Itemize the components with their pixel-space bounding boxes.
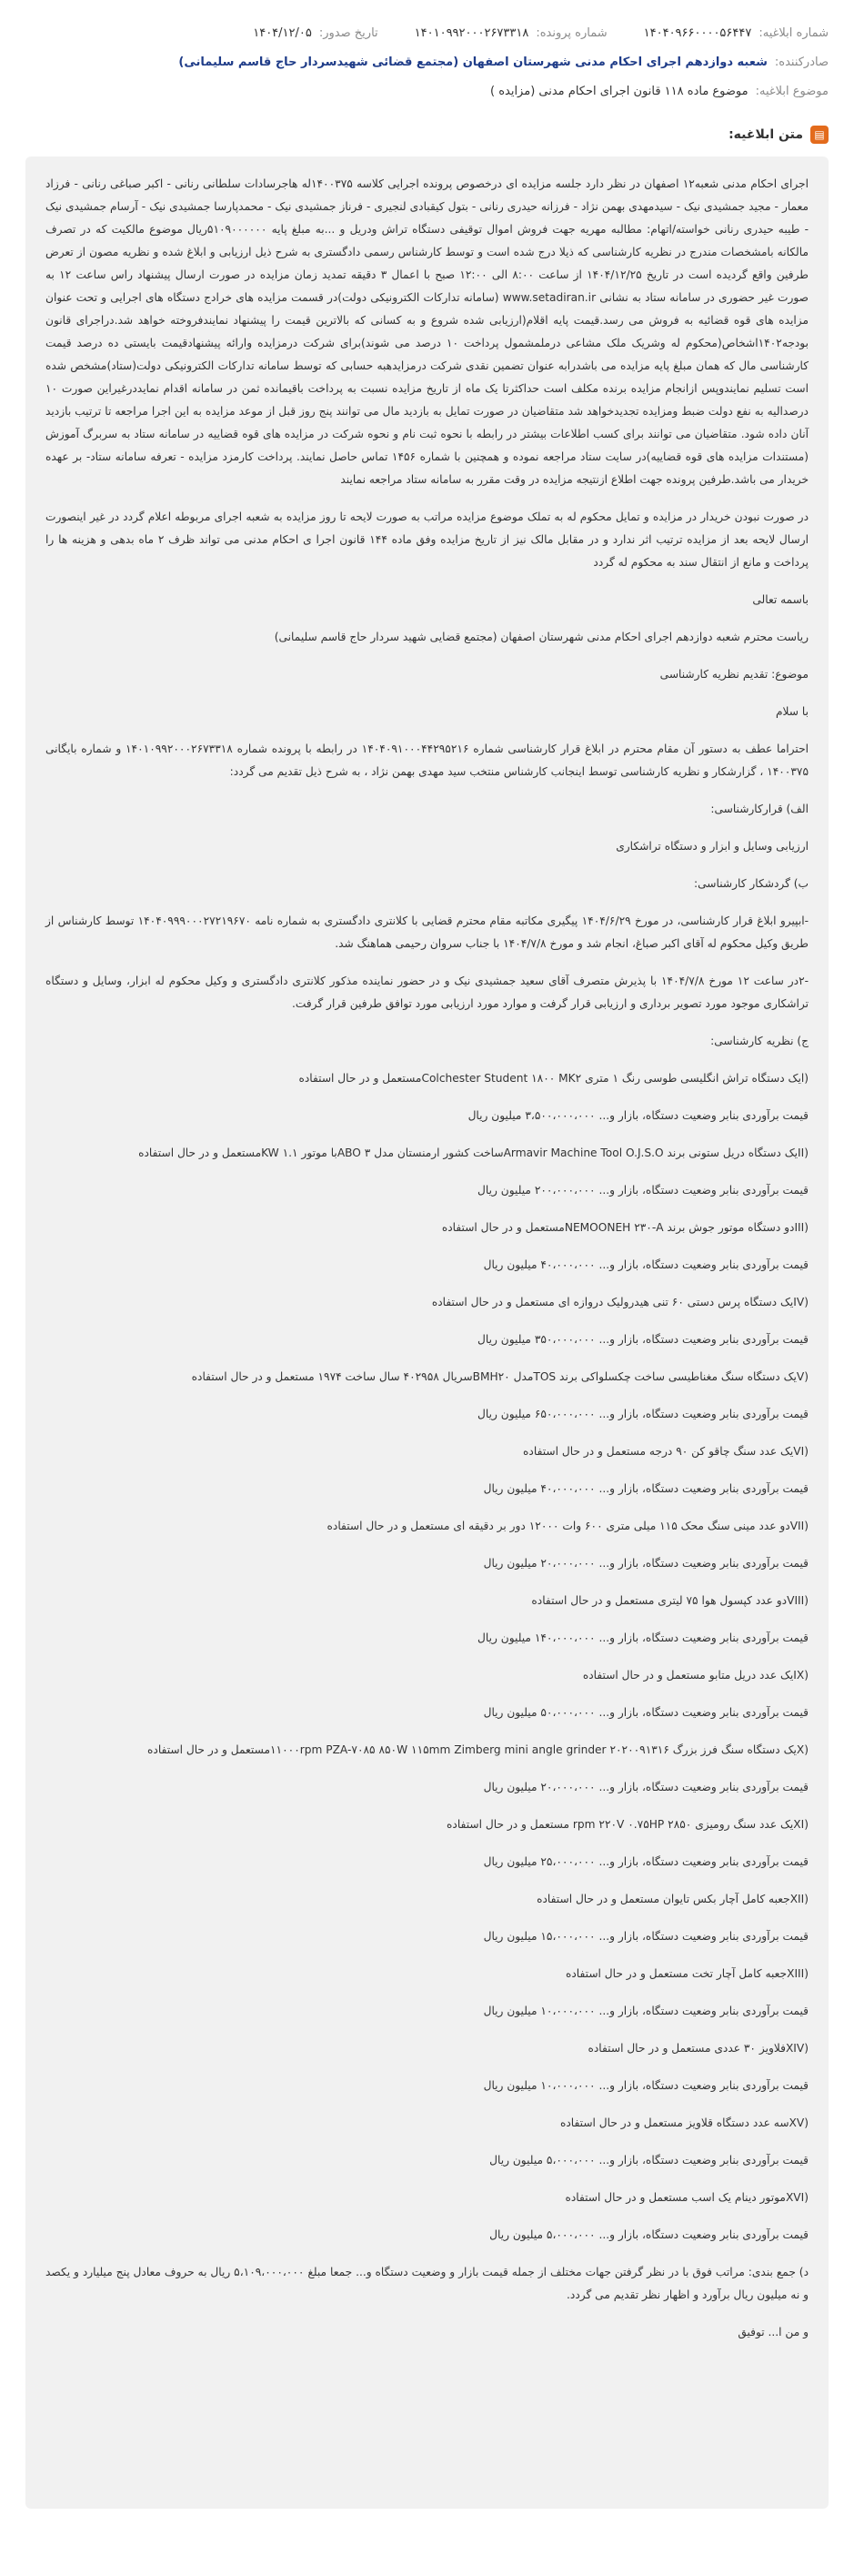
issuer-label: صادرکننده: <box>774 56 829 69</box>
item-line: قیمت برآوردی بنابر وضعیت دستگاه، بازار و... ۵،۰۰۰،۰۰۰ میلیون ریال <box>489 2154 809 2167</box>
item-line: قیمت برآوردی بنابر وضعیت دستگاه، بازار و... ۱۵،۰۰۰،۰۰۰ میلیون ریال <box>483 1930 809 1943</box>
body-paragraph-5: -۲در ساعت ۱۲ مورخ ۱۴۰۴/۷/۸ با پذیرش متصرف آقای سعید جمشیدی نیک و در حضور نماینده مذکور کلانتری دادگستری و وکیل محکوم له ابزار، وسایل و دستگاه تراشکاری موجود مورد تصویر برداری و ارزیابی قرار گرفت و موارد مورد ارزیابی مورد توافق طرفین قرار گرفت. <box>45 975 809 1010</box>
item-line: قیمت برآوردی بنابر وضعیت دستگاه، بازار و... ۲۵،۰۰۰،۰۰۰ میلیون ریال <box>483 1855 809 1868</box>
item-line: قیمت برآوردی بنابر وضعیت دستگاه، بازار و... ۴۰،۰۰۰،۰۰۰ میلیون ریال <box>483 1258 809 1271</box>
item-line: قیمت برآوردی بنابر وضعیت دستگاه، بازار و... ۶۵۰،۰۰۰،۰۰۰ میلیون ریال <box>477 1408 809 1420</box>
body-line-5: الف) قرارکارشناسی: <box>710 803 809 815</box>
issuer-line <box>25 42 829 71</box>
document-icon: ▤ <box>810 126 829 144</box>
subject-line <box>25 71 829 100</box>
item-line: قیمت برآوردی بنابر وضعیت دستگاه، بازار و... ۱۴۰،۰۰۰،۰۰۰ میلیون ریال <box>477 1631 809 1644</box>
issue-date-value: ۱۴۰۴/۱۲/۰۵ <box>253 26 312 40</box>
body-paragraph-4: -ابپیرو ابلاغ قرار کارشناسی، در مورخ ۱۴۰۴/۶/۲۹ پیگیری مکاتبه مقام محترم قضایی با کلانتری دادگستری به شماره نامه ۱۴۰۴۰۹۹۹۰۰۰۲۷۲۱۹۶۷۰ توسط کارشناس از طریق وکیل محکوم له آقای اکبر صباغ، انجام شد و مورخ ۱۴۰۴/۷/۸ با جناب سروان رحیمی هماهنگ شد. <box>45 914 809 950</box>
item-line: (VIیک عدد سنگ چاقو کن ۹۰ درجه مستعمل و در حال استفاده <box>523 1445 809 1458</box>
item-line: (XVIموتور دینام یک اسب مستعمل و در حال استفاده <box>565 2191 809 2204</box>
subject-value: موضوع ماده ۱۱۸ قانون اجرای احکام مدنی (مزایده ) <box>489 85 749 98</box>
body-line-7: ب) گردشکار کارشناسی: <box>694 877 809 890</box>
item-line: قیمت برآوردی بنابر وضعیت دستگاه، بازار و... ۱۰،۰۰۰،۰۰۰ میلیون ریال <box>483 2079 809 2092</box>
notice-body <box>25 157 829 2509</box>
body-line-6: ارزیابی وسایل و ابزار و دستگاه تراشکاری <box>616 840 809 853</box>
notice-number <box>644 25 829 42</box>
body-title: متن ابلاغیه: <box>728 127 803 142</box>
item-line: قیمت برآوردی بنابر وضعیت دستگاه، بازار و... ۱۰،۰۰۰،۰۰۰ میلیون ریال <box>483 2005 809 2017</box>
item-line: قیمت برآوردی بنابر وضعیت دستگاه، بازار و... ۵،۰۰۰،۰۰۰ میلیون ریال <box>489 2228 809 2241</box>
subject-label: موضوع ابلاغیه: <box>755 85 829 98</box>
item-line: (IVیک دستگاه پرس دستی ۶۰ تنی هیدرولیک دروازه ای مستعمل و در حال استفاده <box>431 1296 809 1308</box>
notice-meta-row <box>25 0 829 42</box>
body-paragraph-1: اجرای احکام مدنی شعبه۱۲ اصفهان در نظر دارد جلسه مزایده ای درخصوص پرونده اجرایی کلاسه ۱۴۰۰۳۷۵له هاجرسادات سلطانی رنانی - اکبر صباغی رنانی - فرزاد معمار - مجید جمشیدی نیک - سیدمهدی بهمن نژاد - فرزانه حیدری رنانی - بتول کیقبادی لنجیری - فرناز جمشیدی نیک - محمدپارسا جمشیدی نیک - آرسام جمشیدی نیک - طیبه حیدری رنانی خواسته/اتهام: مطالبه مهریه جهت فروش اموال توقیفی دستگاه تراش ودریل و ...به مبلغ پایه ۵۱۰۹۰۰۰۰۰۰ریال موضوع مالکیت که در تصرف مالکانه بامشخصات مندرج در نظریه کارشناسی که ذیلا درج شده است و توسط کارشناس رسمی دادگستری به شرح ذیل ارزیابی و ابلاغ شده و نظریه مصون از تعرض طرفین واقع گردیده است در تاریخ ۱۴۰۴/۱۲/۲۵ از ساعت ۸:۰۰ الی ۱۲:۰۰ صبح با اعمال ۳ دقیقه تمدید زمان مزایده در صورت ارسال پیشنهاد راس ساعت ۱۲ به صورت غیر حضوری در سامانه ستاد به نشانی www.setadiran.ir (سامانه تدارکات الکترونیکی دولت)در قسمت مزایده های خرادج دستگاه های اجرایی و تحت عنوان مزایده های قوه قضائیه به فروش می رسد.قیمت پایه اقلام(ارزیابی شده شروع و به کسانی که بالاترین قیمت را پیشنهاد نمایندفروخته خواهد شد.دراجرای قانون بودجه۱۴۰۲اشخاص(محکوم له وشریک ملک مشاعی درملمشمول پرداخت ۱۰ درصد می شوند)برای شرکت درمزایده وارائه پیشنهادقیمت بایستی ده درصد قیمت کارشناسی مال که همان مبلغ پایه مزایده می باشدرابه عنوان تضمین نقدی شرکت درمزایدهبه حسابی که توسط سامانه تدارکات الکترونیکی دولت(ستاد)مشخص شده است تسلیم نمایندوپس ازانجام مزایده برنده مکلف است حداکثرتا یک ماه از تاریخ مزایده نسبت به پرداخت باقیمانده ثمن در سامانه اقدام نمایددرغیراین صورت ۱۰ درصدالیه به نفع دولت ضبط ومزایده تجدیدخواهد شد متقاضیان در صورت تمایل به بازدید مال می توانند پنج روز قبل از موعد مزایده به این اجرا مراجعه تا ترتیب بازدید آنان داده شود. متقاضیان می توانند برای کسب اطلاعات بیشتر در رابطه با نحوه ثبت نام و نحوه شرکت در مزایده های قوه قضاییه در سامانه ستاد به سربرگ آموزش (مستندات مزایده های قوه قضاییه)در سایت ستاد مراجعه نموده و همچنین با شماره ۱۴۵۶ تماس حاصل نمایند. پرداخت کارمزد مزایده - تعرفه سامانه ستاد- بر عهده خریدار می باشد.طرفین پرونده جهت اطلاع ازنتیجه مزایده در وقت مقرر به سامانه ستاد مراجعه نمایند <box>45 177 809 486</box>
body-line-4: با سلام <box>775 705 809 718</box>
body-paragraph-2: در صورت نبودن خریدار در مزایده و تمایل محکوم له به تملک موضوع مزایده مراتب به صورت لایحه تا روز مزایده به شعبه اجرای مربوطه اعلام گردد در غیر اینصورت ارسال لایحه بعد از مزایده ترتیب اثر ندارد و در مقابل مالک نیز از تاریخ مزایده وفق ماده ۱۴۴ قانون اجرا ی احکام مدنی می تواند ظرف ۲ ماه بدهی و هزینه ها را پرداخت و مانع از انتقال سند به محکوم له گردد <box>45 510 809 569</box>
notice-number-value: ۱۴۰۴۰۹۶۶۰۰۰۰۵۶۴۴۷ <box>643 26 752 40</box>
body-line-3: موضوع: تقدیم نظریه کارشناسی <box>659 668 809 681</box>
case-number-value: ۱۴۰۱۰۹۹۲۰۰۰۲۶۷۳۳۱۸ <box>414 26 529 40</box>
body-paragraph-6: د) جمع بندی: مراتب فوق با در نظر گرفتن جهات مختلف از جمله قیمت بازار و وضعیت دستگاه و... جمعا مبلغ ۵،۱۰۹،۰۰۰،۰۰۰ ریال به حروف معادل پنج میلیارد و یکصد و نه میلیون ریال برآورد و اظهار نظر تقدیم می گردد. <box>45 2266 809 2301</box>
item-line: (ایک دستگاه تراش انگلیسی طوسی رنگ ۱ متری Colchester Student ۱۸۰۰ MK۲مستعمل و در حال استفاده <box>298 1072 809 1085</box>
case-number-label: شماره پرونده: <box>536 26 608 40</box>
item-line: قیمت برآوردی بنابر وضعیت دستگاه، بازار و... ۳،۵۰۰،۰۰۰،۰۰۰ میلیون ریال <box>467 1109 809 1122</box>
item-line: قیمت برآوردی بنابر وضعیت دستگاه، بازار و... ۴۰،۰۰۰،۰۰۰ میلیون ریال <box>483 1482 809 1495</box>
item-line: قیمت برآوردی بنابر وضعیت دستگاه، بازار و... ۲۰۰،۰۰۰،۰۰۰ میلیون ریال <box>477 1184 809 1197</box>
body-line-1: باسمه تعالی <box>752 593 809 606</box>
item-line: (VIIدو عدد مینی سنگ محک ۱۱۵ میلی متری ۶۰۰ وات ۱۲۰۰۰ دور بر دقیقه ای مستعمل و در حال استفاده <box>327 1520 809 1532</box>
body-section-header <box>25 126 829 144</box>
issue-date-label: تاریخ صدور: <box>318 26 378 40</box>
item-line: (IXیک عدد دریل متابو مستعمل و در حال استفاده <box>582 1669 809 1682</box>
item-line: (XIVفلاویز ۳۰ عددی مستعمل و در حال استفاده <box>588 2042 809 2055</box>
body-line-2: ریاست محترم شعبه دوازدهم اجرای احکام مدنی شهرستان اصفهان (مجتمع قضایی شهید سردار حاج قاسم سلیمانی) <box>274 631 809 643</box>
item-line: (Vیک دستگاه سنگ مغناطیسی ساخت چکسلواکی برند TOSمدل BMH۲۰سریال ۴۰۲۹۵۸ سال ساخت ۱۹۷۴ مستعمل و در حال استفاده <box>191 1370 809 1383</box>
case-number <box>415 25 608 42</box>
notice-number-label: شماره ابلاغیه: <box>759 26 829 40</box>
body-paragraph-3: احتراما عطف به دستور آن مقام محترم در ابلاغ قرار کارشناسی شماره ۱۴۰۴۰۹۱۰۰۰۴۴۲۹۵۲۱۶ در رابطه با پرونده شماره ۱۴۰۱۰۹۹۲۰۰۰۲۶۷۳۳۱۸ و شماره بایگانی ۱۴۰۰۳۷۵ ، گزارشکار و نظریه کارشناسی توسط اینجانب کارشناس منتخب سید مهدی بهمن نژاد ، به شرح ذیل تقدیم می گردد: <box>45 742 809 778</box>
body-line-8: ج) نظریه کارشناسی: <box>710 1035 809 1047</box>
item-line: (XIIIجعبه کامل آچار تخت مستعمل و در حال استفاده <box>565 1967 809 1980</box>
item-line: (VIIIدو عدد کپسول هوا ۷۵ لیتری مستعمل و در حال استفاده <box>531 1594 809 1607</box>
item-line: قیمت برآوردی بنابر وضعیت دستگاه، بازار و... ۲۰،۰۰۰،۰۰۰ میلیون ریال <box>483 1557 809 1570</box>
item-line: (IIIدو دستگاه موتور جوش برند NEMOONEH ۲۳۰-Aمستعمل و در حال استفاده <box>441 1221 809 1234</box>
item-line: (Xیک دستگاه سنگ فرز بزرگ ۲۰۲۰۰۹۱۳۱۶ ۱۱۰۰۰rpm PZA-۷۰۸۵ ۸۵۰W ۱۱۵mm Zimberg mini angle grinderمستعمل و در حال استفاده <box>147 1743 809 1756</box>
item-line: (XVسه عدد دستگاه قلاویز مستعمل و در حال استفاده <box>559 2116 809 2129</box>
issue-date <box>253 25 377 42</box>
item-line: (XIیک عدد سنگ رومیزی ۲۸۵۰ rpm ۲۲۰V ۰.۷۵HP مستعمل و در حال استفاده <box>447 1818 809 1831</box>
item-line: (IIیک دستگاه دریل ستونی برند Armavir Machine Tool O.J.S.Oساخت کشور ارمنستان مدل ۳ ABOبا موتور ۱.۱ KWمستعمل و در حال استفاده <box>138 1147 809 1159</box>
issuer-value: شعبه دوازدهم اجرای احکام مدنی شهرستان اصفهان (مجتمع قضائی شهیدسردار حاج قاسم سلیمانی) <box>178 56 768 69</box>
item-line: قیمت برآوردی بنابر وضعیت دستگاه، بازار و... ۲۰،۰۰۰،۰۰۰ میلیون ریال <box>483 1781 809 1793</box>
item-line: قیمت برآوردی بنابر وضعیت دستگاه، بازار و... ۳۵۰،۰۰۰،۰۰۰ میلیون ریال <box>477 1333 809 1346</box>
item-line: قیمت برآوردی بنابر وضعیت دستگاه، بازار و... ۵۰،۰۰۰،۰۰۰ میلیون ریال <box>483 1706 809 1719</box>
item-line: (XIIجعبه کامل آچار بکس تایوان مستعمل و در حال استفاده <box>537 1893 809 1905</box>
closing-line: و من ا... توفیق <box>738 2326 809 2339</box>
